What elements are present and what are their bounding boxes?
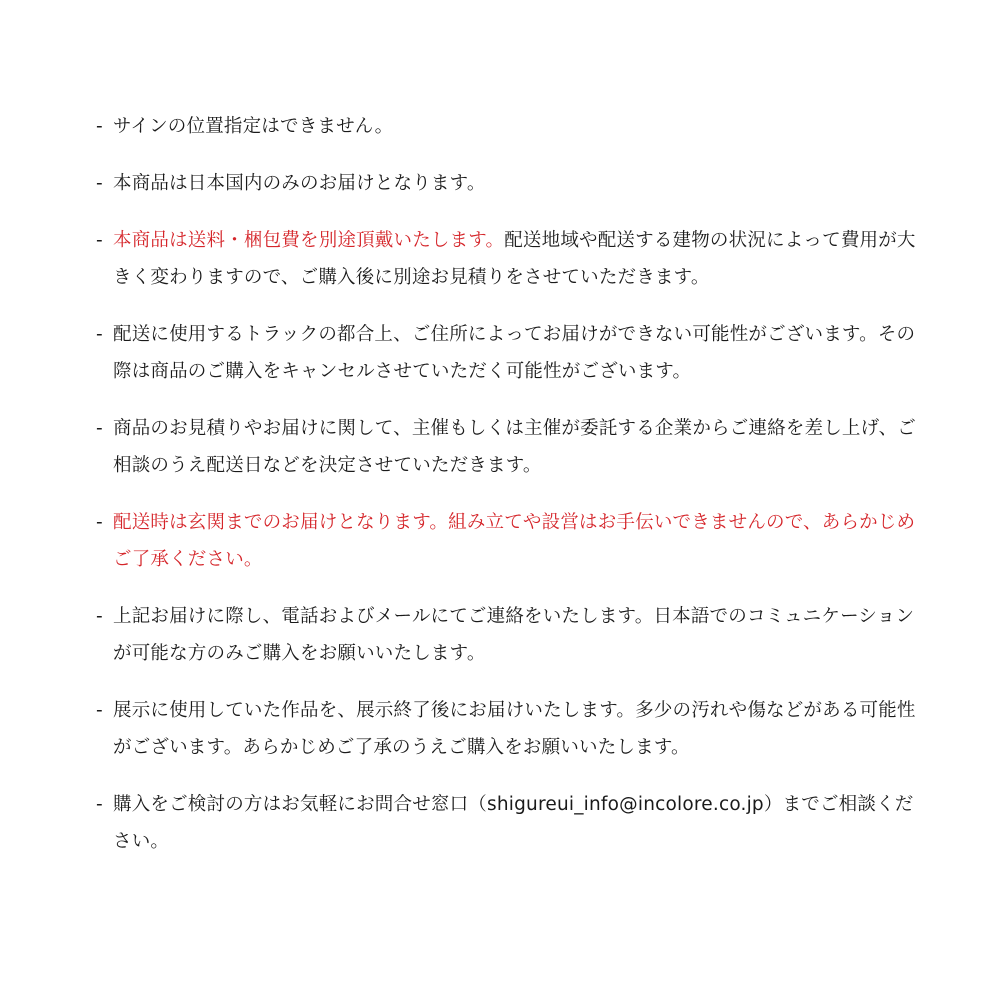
bullet-dash: - [96, 173, 103, 194]
emphasis-text: 配送時は玄関までのお届けとなります。組み立てや設営はお手伝いできませんので、あらかじめご了承ください。 [113, 512, 916, 570]
bullet-dash: - [96, 794, 103, 815]
note-segment: 上記お届けに際し、電話およびメールにてご連絡をいたします。日本語でのコミュニケーションが可能な方のみご購入をお願いいたします。 [113, 606, 915, 664]
note-text [113, 598, 916, 672]
bullet-dash: - [96, 512, 103, 533]
note-segment: 本商品は日本国内のみのお届けとなります。 [113, 173, 486, 194]
note-item [96, 692, 916, 766]
note-segment: 購入をご検討の方はお気軽にお問合せ窓口（shigureui_info@incolore.co.jp）までご相談ください。 [113, 794, 914, 852]
bullet-dash: - [96, 116, 103, 137]
note-item [96, 316, 916, 390]
note-segment: 配送に使用するトラックの都合上、ご住所によってお届けができない可能性がございます。その際は商品のご購入をキャンセルさせていただく可能性がございます。 [113, 324, 916, 382]
note-segment: 展示に使用していた作品を、展示終了後にお届けいたします。多少の汚れや傷などがある可能性がございます。あらかじめご了承のうえご購入をお願いいたします。 [113, 700, 916, 758]
note-text [113, 222, 916, 296]
note-item [96, 108, 916, 145]
note-text [113, 410, 916, 484]
note-text [113, 165, 916, 202]
bullet-dash: - [96, 324, 103, 345]
bullet-dash: - [96, 230, 103, 251]
note-item [96, 598, 916, 672]
note-item [96, 786, 916, 860]
note-item [96, 410, 916, 484]
note-text [113, 316, 916, 390]
note-segment: サインの位置指定はできません。 [113, 116, 394, 137]
note-segment: 商品のお見積りやお届けに関して、主催もしくは主催が委託する企業からご連絡を差し上げ、ご相談のうえ配送日などを決定させていただきます。 [113, 418, 916, 476]
note-text [113, 108, 916, 145]
bullet-dash: - [96, 418, 103, 439]
notes-list [96, 108, 916, 880]
note-text [113, 786, 916, 860]
note-item [96, 504, 916, 578]
note-item [96, 222, 916, 296]
bullet-dash: - [96, 606, 103, 627]
note-segment: 配送地域や配送する建物の状況によって費用が大きく変わりますので、ご購入後に別途お見積りをさせていただきます。 [113, 230, 916, 288]
note-item [96, 165, 916, 202]
note-text [113, 504, 916, 578]
bullet-dash: - [96, 700, 103, 721]
note-text [113, 692, 916, 766]
emphasis-text: 本商品は送料・梱包費を別途頂戴いたします。 [113, 230, 505, 251]
